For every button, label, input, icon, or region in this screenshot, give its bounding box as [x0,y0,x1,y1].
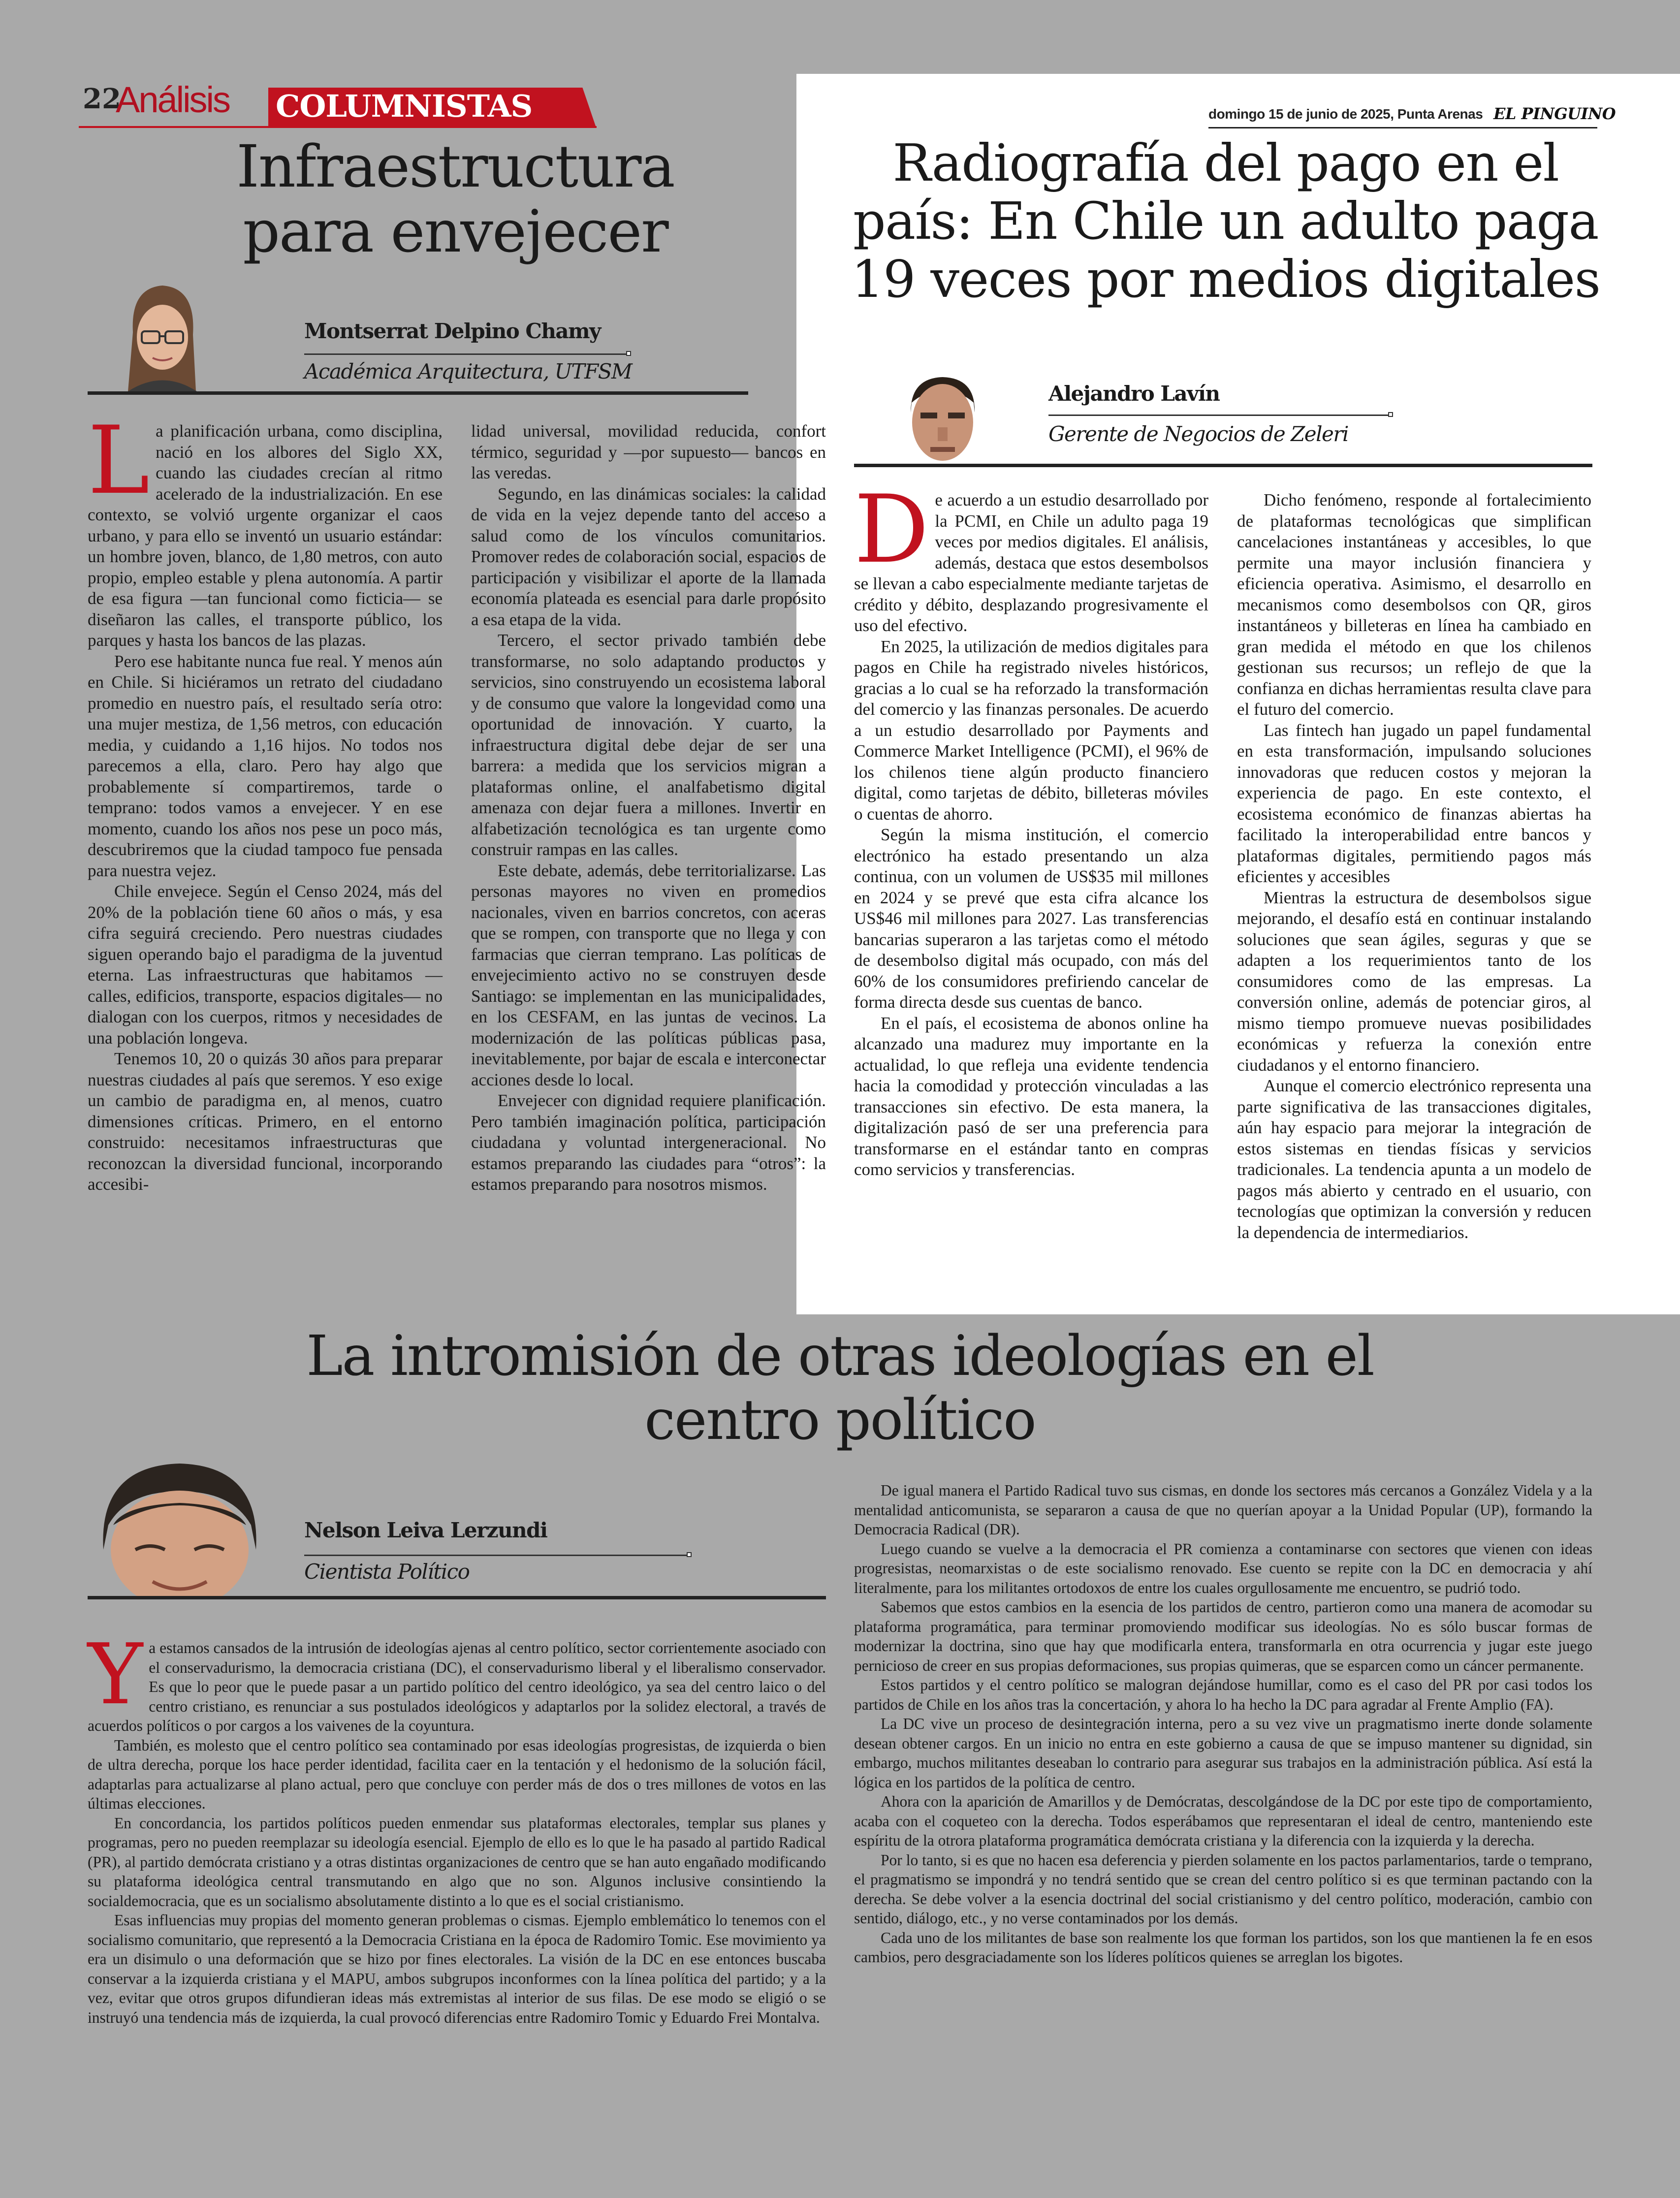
article1-col2-p5: Envejecer con dignidad requiere planificación. Pero también imaginación política, participación ciudadana y voluntad intergeneracional. No estamos preparando las ciudades para “otros”: la estamos preparando para nosotros mismos. [471,1091,826,1194]
article3-col1 [88,1626,826,2027]
article3-rule-end [687,1552,692,1557]
article1-title-line1: Infraestructura [236,132,674,200]
article3-col2 [854,1481,1592,1967]
article1-heavy-rule [88,391,748,395]
article3-col1-p4: Esas influencias muy propias del momento generan problemas o cismas. Ejemplo emblemático lo tenemos con el socialismo comunitario, que representó a la Democracia Cristiana en la época de Radomiro Tomic. Ese movimiento ya era un disimulo o una deformación que se hizo por fines electorales. La visión de la DC en ese entonces buscaba conservar a la izquierda cristiana y el MAPU, ambos subgrupos inconformes con la línea política del partido; y a la vez, evitar que otros grupos difundieran ideas más extremistas al interior de sus filas. De ese modo se eligió o se instruyó una tendencia más de izquierda, la cual provocó diferencias entre Radomiro Tomic y Eduardo Frei Montalva. [88,1911,826,2026]
article2-author-name: Alejandro Lavín [1048,382,1220,406]
article2-dropcap: D [854,475,929,584]
article1-rule-end [626,351,631,356]
article2-col2-p2: Las fintech han jugado un papel fundamental en esta transformación, impulsando soluciones innovadoras que reducen costos y mejoran la experiencia de pago. En este contexto, el ecosistema económico de finanzas abiertas ha facilitado la interoperabilidad entre bancos y plataformas digitales, permitiendo pagos más eficientes y accesibles [1237,720,1591,886]
subsection-label: COLUMNISTAS [276,88,533,124]
article1-col2-p1: lidad universal, movilidad reducida, confort térmico, seguridad y —por supuesto— bancos en las veredas. [471,421,826,482]
article1-col1-p2: Pero ese habitante nunca fue real. Y menos aún en Chile. Si hiciéramos un retrato del ciudadano promedio en nuestro país, el resultado sería otro: una mujer mestiza, de 1,56 metros, con educación media, y cuidando a 1,16 hijos. No todos nos parecemos a ella, claro. Pero hay algo que probablemente sí compartiremos, tarde o temprano: todos vamos a envejecer. Y en ese momento, cuando los años nos pese un poco más, descubriremos que la ciudad tampoco fue pensada para nuestra vejez. [88,651,443,880]
article3-col2-p1: De igual manera el Partido Radical tuvo sus cismas, en donde los sectores más cercanos a González Videla y a la mentalidad anticomunista, se separaron a causa de que no querían apoyar a la Unidad Popular (UP), formando la Democracia Radical (DR). [854,1482,1592,1538]
article3-col2-p4: Estos partidos y el centro político se malogran dejándose humillar, como es el caso del PR por casi todos los partidos de Chile en los años tras la concertación, y ahora lo ha hecho la DC para agradar al Frente Amplio (FA). [854,1676,1592,1713]
article2-col1 [854,475,1208,1180]
article1-col2 [471,421,826,1195]
article3-col1-lead: a estamos cansados de la intrusión de ideologías ajenas al centro político, sector corrientemente asociado con el conservadurismo, la democracia cristiana (DC), el conservadurismo liberal y el liberalismo conservador. Es que lo peor que le puede pasar a un partido político del centro ideológico, ya sea del centro laico o del centro cristiano, es renunciar a sus postulados ideológicos y adaptarlos por la solidez electoral, a través de acuerdos políticos o por cargos a los vaivenes de la coyuntura. [88,1639,826,1734]
article3-col2-p3: Sabemos que estos cambios en la esencia de los partidos de centro, partieron como una manera de acomodar su plataforma programática, para terminar promoviendo modificar sus ideologías. No es sólo buscar formas de modernizar la doctrina, sino que hay que modificarla entera, transformarla en otra ocurrencia y jugar este juego pernicioso de creer en sus propias deformaciones, sus propias quimeras, que se esparcen como un cáncer permanente. [854,1598,1592,1674]
article1-col2-p2: Segundo, en las dinámicas sociales: la calidad de vida en la vejez depende tanto del acceso a salud como de los vínculos comunitarios. Promover redes de colaboración social, espacios de participación y visibilizar el aporte de la llamada economía plateada es esencial para darle propósito a esa etapa de la vida. [471,484,826,629]
header-rule-right [1208,127,1597,128]
article2-title-line1: Radiografía del pago en el [892,133,1559,193]
article2-title [807,134,1644,308]
dateline: domingo 15 de junio de 2025, Punta Arenas [1208,106,1483,122]
article1-author-name: Montserrat Delpino Chamy [304,319,601,343]
article2-title-line3: 19 veces por medios digitales [851,249,1600,309]
article3-col2-p7: Por lo tanto, si es que no hacen esa deferencia y pierden solamente en los pactos parlamentarios, tarde o temprano, el pragmatismo se impondrá y no tendrá sentido que se crean del centro político si es que terminan pactando con la derecha. Se debe volver a la esencia doctrinal del social cristianismo y del centro político, moderación, cambio con sentido, diálogo, etc., y no verse contaminados por los demás. [854,1851,1592,1927]
article2-heavy-rule [854,464,1592,467]
article2-col1-p2: En 2025, la utilización de medios digitales para pagos en Chile ha registrado niveles históricos, gracias a lo cual se ha reforzado la transformación del comercio y las finanzas personales. De acuerdo a un estudio desarrollado por Payments and Commerce Market Intelligence (PCMI), el 96% de los chilenos tiene algún producto financiero digital, como tarjetas de débito, billeteras móviles o cuentas de ahorro. [854,637,1208,824]
article2-author-role: Gerente de Negocios de Zeleri [1048,422,1348,446]
article1-title-line2: para envejecer [243,197,668,265]
article3-title-line1: La intromisión de otras ideologías en el [306,1324,1374,1388]
article3-heavy-rule [88,1596,826,1599]
article1-col2-p4: Este debate, además, debe territorializarse. Las personas mayores no viven en promedios nacionales, viven en barrios concretos, con aceras que se rompen, con transporte que no llega y con farmacias que cierran temprano. Las políticas de envejecimiento activo no se construyen desde Santiago: se implementan en las municipalidades, en los CESFAM, en las juntas de vecinos. La modernización de las políticas públicas pasa, inevitablemente, por bajar de escala e interconectar acciones desde lo local. [471,860,826,1089]
article1-title [79,134,832,264]
article2-col1-lead: e acuerdo a un estudio desarrollado por la PCMI, en Chile un adulto paga 19 veces por medios digitales. El análisis, además, destaca que estos desembolsos se llevan a cabo especialmente mediante tarjetas de crédito y débito, desplazando progresivamente el uso del efectivo. [854,490,1208,635]
article3-col2-p5: La DC vive un proceso de desintegración interna, pero a su vez vive un pragmatismo inerte donde solamente desean obtener cargos. En un inicio no entra en este gobierno a causa de que se impuso mantener su dignidad, sin embargo, muchos militantes deseaban lo contrario para asegurar sus trabajos en la administración pública. Así está la lógica en los partidos de la política de centro. [854,1715,1592,1791]
article2-rule-end [1388,412,1393,417]
section-label: Análisis [116,79,229,120]
article3-col2-p2: Luego cuando se vuelve a la democracia el PR comienza a contaminarse con sectores que vienen con ideas progresistas, neomarxistas o de este socialismo renovado. Ese cuento se repite con la DC en democracia y ahí literalmente, para los militantes ortodoxos de entre los cuales orgullosamente me encuentro, se pudrió todo. [854,1540,1592,1596]
article3-title-line2: centro político [644,1388,1036,1452]
article1-col2-p3: Tercero, el sector privado también debe transformarse, no solo adaptando productos y servicios, sino construyendo un ecosistema laboral y de consumo que valore la longevidad como una oportunidad de innovación. Y cuarto, la infraestructura digital debe dejar de ser una barrera: a medida que los servicios migran a plataformas online, el analfabetismo digital amenaza con dejar fuera a millones. Invertir en alfabetización tecnológica es tan urgente como construir rampas en las calles. [471,631,826,859]
article2-byline-rule [1048,414,1391,416]
article3-col1-p3: En concordancia, los partidos políticos pueden enmendar sus plataformas electorales, templar sus planes y programas, pero no pueden reemplazar su ideología esencial. Ejemplo de ello es lo que le ha pasado al partido Radical (PR), al partido demócrata cristiano y a otras distintas organizaciones de centro que se han auto engañado modificando su plataforma ideológica central transmutando en algo que no son. Algunos inclusive consintiendo la socialdemocracia, que es un socialismo absolutamente distinto a lo que es el social cristianismo. [88,1814,826,1910]
article1-col1-lead: a planificación urbana, como disciplina, nació en los albores del Siglo XX, cuando las ciudades crecían al ritmo acelerado de la industrialización. En ese contexto, se volvió urgente organizar el caos urbano, y para ello se inventó un usuario estándar: un hombre joven, blanco, de 1,80 metros, con auto propio, empleo estable y plena autonomía. A partir de esa figura —tan funcional como ficticia— se diseñaron las calles, el transporte público, los parques y hasta los bancos de las plazas. [88,421,443,650]
article3-col2-p6: Ahora con la aparición de Amarillos y de Demócratas, descolgándose de la DC por este tipo de comportamiento, acaba con el coqueteo con la derecha. Todos esperábamos que representaran el ideal de centro, manteniendo este espíritu de la otrora plataforma programática demócrata cristiana y la diferencia con la izquierda y la derecha. [854,1793,1592,1849]
article1-author-role: Académica Arquitectura, UTFSM [304,359,632,383]
article1-col1-p3: Chile envejece. Según el Censo 2024, más del 20% de la población tiene 60 años o más, y esa cifra seguirá creciendo. Pero nuestras ciudades siguen operando bajo el paradigma de la juventud eterna. Las infraestructuras que habitamos —calles, edificios, transporte, espacios digitales— no dialogan con los cuerpos, ritmos y necesidades de una población longeva. [88,882,443,1048]
article2-col2-p4: Aunque el comercio electrónico representa una parte significativa de las transacciones digitales, aún hay espacio para mejorar la integración de estos sistemas en tiendas físicas y servicios tradicionales. La tendencia apunta a un modelo de pagos más abierto y centrado en el usuario, con tecnologías que optimizan la conversión y reducen la dependencia de intermediarios. [1237,1076,1591,1242]
article2-col2-p1: Dicho fenómeno, responde al fortalecimiento de plataformas tecnológicas que simplifican cancelaciones instantáneas y accesibles, lo que permite una mayor inclusión financiera y eficiencia operativa. Asimismo, el desarrollo en mecanismos como desembolsos con QR, giros instantáneos y billeteras en línea ha cambiado en gran medida el método en que los chilenos gestionan sus recursos; un reflejo de que la confianza en dichas herramientas resulta clave para el futuro del comercio. [1237,490,1591,719]
article2-author-photo [891,368,994,464]
article1-author-photo [113,273,212,391]
article3-author-photo [89,1456,271,1599]
article3-col2-p8: Cada uno de los militantes de base son realmente los que forman los partidos, son los que mantienen la fe en esos cambios, pero desgraciadamente son los líderes políticos quienes se arreglan los bigotes. [854,1929,1592,1966]
header-rule-left [79,126,597,128]
article1-col1 [88,406,443,1195]
page-number: 22 [83,83,121,115]
article3-byline-rule [304,1555,689,1556]
article3-col1-p2: También, es molesto que el centro político sea contaminado por esas ideologías progresistas, de izquierda o bien de ultra derecha, porque los hace perder identidad, facilita caer en la tentación y el hedonismo de la solución fácil, adaptarlas para actualizarse al plano actual, pero que concluye con perder más de dos o tres millones de votos en las últimas elecciones. [88,1736,826,1812]
article3-title [49,1324,1631,1452]
publication-name: EL PINGUINO [1493,104,1616,123]
article3-author-role: Cientista Político [304,1560,470,1584]
article2-title-line2: país: En Chile un adulto paga [853,191,1598,251]
article3-author-name: Nelson Leiva Lerzundi [304,1518,547,1542]
article2-col2-p3: Mientras la estructura de desembolsos sigue mejorando, el desafío está en continuar instalando soluciones que sean ágiles, seguras y que se adapten a los requerimientos tanto de los consumidores como de las empresas. La conversión online, además de potenciar giros, al mismo tiempo promueve nuevas posibilidades económicas y refuerza la conexión entre ciudadanos y el entorno financiero. [1237,888,1591,1075]
article2-col1-p3: Según la misma institución, el comercio electrónico ha estado presentando un alza continua, con un volumen de US$35 mil millones en 2024 y se prevé que esta cifra alcance los US$46 mil millones para 2027. Las transferencias bancarias superaron a las tarjetas como el método de desembolso digital más ocupado, con más del 60% de los consumidores prefiriendo cancelar de forma directa desde sus cuentas de banco. [854,825,1208,1012]
article3-dropcap: Y [88,1626,143,1723]
article2-col1-p4: En el país, el ecosistema de abonos online ha alcanzado una madurez muy importante en la actualidad, lo que refleja una evidente tendencia hacia la comodidad y protección vinculadas a las transacciones sin efectivo. De esta manera, la digitalización pasó de ser una preferencia para transformarse en el estándar tanto en compras como servicios y transferencias. [854,1013,1208,1179]
article1-col1-p4: Tenemos 10, 20 o quizás 30 años para preparar nuestras ciudades al país que seremos. Y eso exige un cambio de paradigma en, al menos, cuatro dimensiones críticas. Primero, en el entorno construido: necesitamos infraestructuras que reconozcan la diversidad funcional, incorporando accesibi- [88,1049,443,1194]
article1-byline-rule [304,353,629,355]
article1-dropcap: L [88,406,150,515]
article2-col2 [1237,490,1591,1243]
